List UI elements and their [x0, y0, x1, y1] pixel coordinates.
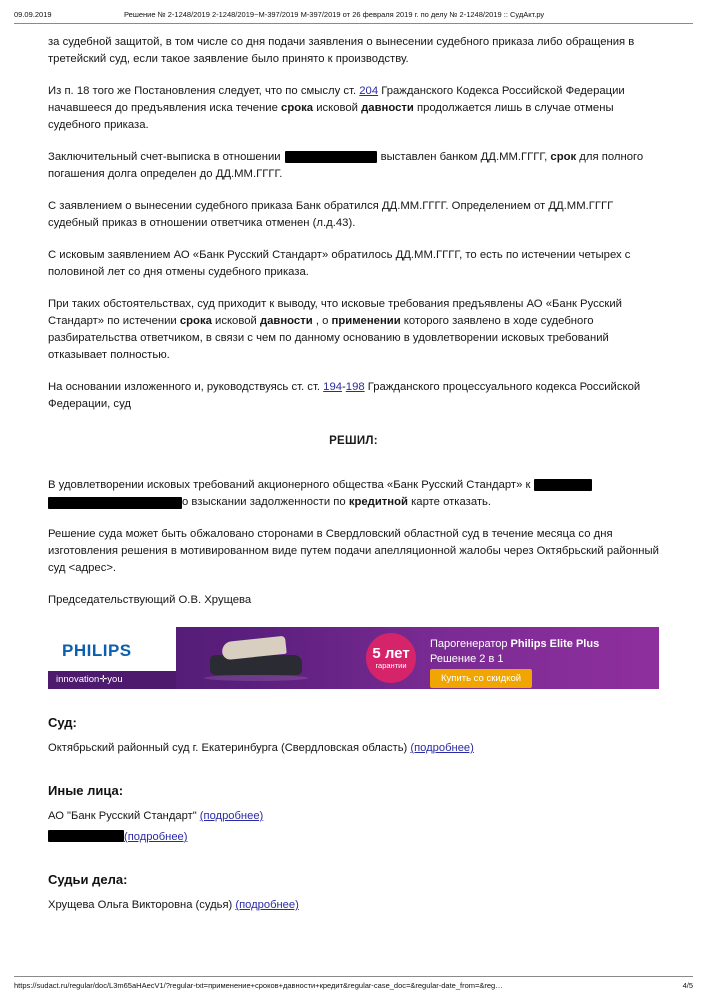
iron-base-shape: [210, 655, 302, 675]
warranty-badge: [366, 633, 416, 683]
philips-logo: PHILIPS: [62, 641, 132, 660]
paragraph-claim-filed: С исковым заявлением АО «Банк Русский Стандарт» обратилось ДД.ММ.ГГГГ, то есть по истечении четырех с половиной лет со дня отмены судебного приказа.: [48, 249, 631, 278]
print-date: 09.09.2019: [14, 10, 52, 19]
warranty-label: гарантии: [375, 660, 407, 670]
p8-text-b: о взыскании задолженности по: [182, 496, 349, 508]
ad-buy-button[interactable]: Купить со скидкой: [430, 669, 532, 688]
section-other-persons: [48, 783, 659, 846]
p8-text-a: В удовлетворении исковых требований акционерного общества «Банк Русский Стандарт» к: [48, 479, 531, 491]
ad-tagline-start: innovation: [56, 674, 100, 685]
p7-text-b: Гражданского процессуального кодекса Российской Федерации, суд: [48, 381, 641, 410]
link-article-194[interactable]: 194: [323, 381, 343, 393]
judge-details-link[interactable]: (подробнее): [235, 899, 299, 911]
other-person-name: АО "Банк Русский Стандарт": [48, 810, 200, 822]
p3-text-a: Заключительный счет-выписка в отношении: [48, 151, 281, 163]
p6-text-a: При таких обстоятельствах, суд приходит к выводу, что исковые требования предъявлены АО «Банк Русский Стандарт» по истечении: [48, 298, 622, 327]
paragraph-ruling: [48, 477, 659, 511]
p8-text-c: карте отказать.: [407, 496, 492, 508]
redaction-bar: [285, 151, 377, 163]
footer-page-number: 4/5: [682, 981, 693, 990]
judges-heading: Судьи дела:: [48, 872, 128, 887]
other-person-row: [48, 829, 659, 846]
judge-row: [48, 897, 659, 914]
link-article-198[interactable]: 198: [345, 381, 365, 393]
ad-headline-bold: Philips Elite Plus: [510, 638, 600, 650]
p7-dash: -: [342, 381, 346, 393]
footer-url: https://sudact.ru/regular/doc/L3m65aHAecV1/?regular-txt=применение+сроков+давности+кредит&regular-case_doc=&regular-date_from=&reg…: [14, 981, 503, 990]
ad-tagline-end: you: [107, 674, 123, 685]
iron-shadow-shape: [204, 675, 308, 681]
p6-text-d: которого заявлено в ходе судебного разбирательства ответчиком, в связи с чем по данному основанию в удовлетворении исковых требований отказывает полностью.: [48, 315, 609, 361]
p2-text-b: Гражданского Кодекса Российской Федерации начавшееся до предъявления иска течение: [48, 85, 625, 114]
paragraph-continued: за судебной защитой, в том числе со дня подачи заявления о вынесении судебного приказа либо обращения в третейский суд, если такое заявление было принято к производству.: [48, 36, 635, 65]
court-row: [48, 740, 659, 757]
section-judges: [48, 872, 659, 914]
other-person-row: [48, 808, 659, 825]
redaction-bar: [534, 479, 592, 491]
advertisement-banner[interactable]: [48, 627, 659, 689]
redaction-bar: [48, 830, 124, 842]
paragraph-appeal: Решение суда может быть обжаловано сторонами в Свердловский областной суд в течение месяца со дня изготовления решения в мотивированном виде путем подачи апелляционной жалобы через Октябрьский районный суд <адрес>.: [48, 528, 659, 574]
steam-generator-image: [188, 635, 338, 685]
p6-text-b: исковой: [211, 315, 260, 327]
document-body: [0, 24, 707, 609]
p6-bold-sroka: срока: [179, 315, 212, 327]
print-footer: [0, 976, 707, 1000]
link-article-204[interactable]: 204: [359, 85, 379, 97]
court-name: Октябрьский районный суд г. Екатеринбурга (Свердловская область): [48, 742, 411, 754]
p6-bold-primenenii: применении: [331, 315, 401, 327]
p3-text-c: для полного погашения долга определен до ДД.ММ.ГГГГ.: [48, 151, 644, 180]
court-heading: Суд:: [48, 715, 77, 730]
p3-text-b: выставлен банком ДД.ММ.ГГГГ,: [380, 151, 551, 163]
paragraph-article-204: [48, 83, 659, 134]
judge-name: Хрущева Ольга Викторовна (судья): [48, 899, 236, 911]
ad-headline-plain: Парогенератор: [430, 638, 511, 650]
other-person-details-link[interactable]: (подробнее): [124, 831, 188, 843]
paragraph-conclusion: [48, 296, 659, 364]
redaction-bar: [48, 497, 182, 509]
footer-divider: [14, 976, 693, 977]
court-details-link[interactable]: (подробнее): [410, 742, 474, 754]
paragraph-court-order: С заявлением о вынесении судебного приказа Банк обратился ДД.ММ.ГГГГ. Определением от ДД.ММ.ГГГГ судебный приказ в отношении ответчика отменен (л.д.43).: [48, 200, 614, 229]
other-persons-heading: Иные лица:: [48, 783, 124, 798]
p6-bold-davnosti: давности: [259, 315, 313, 327]
paragraph-presiding-judge: Председательствующий О.В. Хрущева: [48, 594, 252, 606]
p2-bold-davnosti: давности: [361, 102, 414, 114]
p2-text-a: Из п. 18 того же Постановления следует, что по смыслу ст.: [48, 85, 360, 97]
decision-heading: РЕШИЛ:: [329, 435, 378, 447]
ad-headline-line2: Решение 2 в 1: [430, 653, 504, 665]
paragraph-final-statement: [48, 149, 659, 183]
ad-tagline-plus: ✛: [99, 674, 108, 685]
ad-tagline: [48, 674, 176, 685]
p3-bold-srok: срок: [550, 151, 577, 163]
section-court: [48, 715, 659, 757]
print-header: [0, 0, 707, 19]
p2-text-c: исковой: [313, 102, 362, 114]
print-title: Решение № 2-1248/2019 2-1248/2019~М-397/2019 М-397/2019 от 26 февраля 2019 г. по делу № 2-1248/2019 :: СудАкт.ру: [124, 10, 545, 19]
p2-bold-srok: срока: [281, 102, 314, 114]
paragraph-legal-basis: [48, 379, 659, 413]
warranty-years: 5 лет: [372, 645, 410, 663]
ad-brand-panel: [48, 627, 176, 689]
p8-bold-kreditnoy: кредитной: [348, 496, 408, 508]
footer-content: [14, 981, 693, 990]
ad-headline: [430, 637, 599, 667]
p6-text-c: , о: [312, 315, 332, 327]
document-metadata: [0, 715, 707, 914]
p2-text-d: продолжается лишь в случае отмены судебного приказа.: [48, 102, 614, 131]
p7-text-a: На основании изложенного и, руководствуясь ст. ст.: [48, 381, 324, 393]
other-person-details-link[interactable]: (подробнее): [199, 810, 264, 822]
